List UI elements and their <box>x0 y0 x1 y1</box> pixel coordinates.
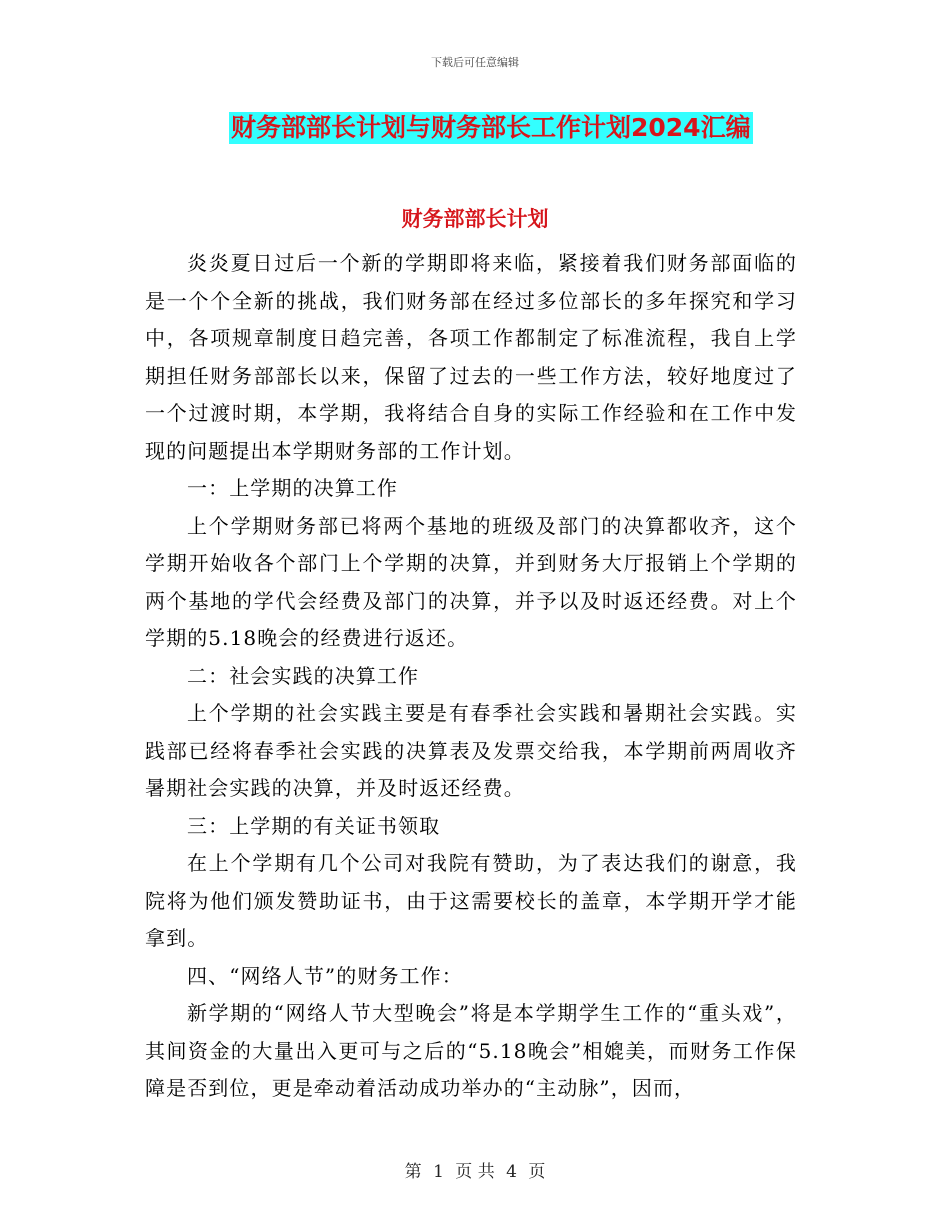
paragraph-3: 在上个学期有几个公司对我院有赞助，为了表达我们的谢意，我院将为他们颁发赞助证书，由于这需要校长的盖章，本学期开学才能拿到。 <box>145 851 797 950</box>
paragraph-4: 新学期的“网络人节大型晚会”将是本学期学生工作的“重头戏”，其间资金的大量出入更可与之后的“5.18晚会”相媲美，而财务工作保障是否到位，更是牵动着活动成功举办的“主动脉”，因而， <box>145 1001 797 1100</box>
footer-label-page: 第 <box>404 1162 422 1182</box>
document-body <box>145 245 797 1108</box>
footer-total-pages: 4 <box>506 1162 517 1182</box>
heading-4: 四、“网络人节”的财务工作： <box>187 963 463 988</box>
footer-label-end: 页 <box>528 1162 546 1182</box>
section-title: 财务部部长计划 <box>401 207 549 231</box>
paragraph-1: 上个学期财务部已将两个基地的班级及部门的决算都收齐，这个学期开始收各个部门上个学期的决算，并到财务大厅报销上个学期的两个基地的学代会经费及部门的决算，并予以及时返还经费。对上个学期的5.18晚会的经费进行返还。 <box>145 513 797 650</box>
heading-1: 一：上学期的决算工作 <box>187 476 398 500</box>
heading-2: 二：社会实践的决算工作 <box>187 663 420 688</box>
footer-label-of: 页 共 <box>455 1162 495 1182</box>
footer-page-number: 1 <box>433 1162 444 1182</box>
document-title: 财务部部长计划与财务部长工作计划2024汇编 <box>231 113 751 142</box>
heading-3: 三：上学期的有关证书领取 <box>187 813 441 838</box>
header-note: 下载后可任意编辑 <box>431 56 519 69</box>
page-footer <box>0 1157 950 1182</box>
paragraph-2: 上个学期的社会实践主要是有春季社会实践和暑期社会实践。实践部已经将春季社会实践的决算表及发票交给我，本学期前两周收齐暑期社会实践的决算，并及时返还经费。 <box>145 701 797 800</box>
paragraph-intro: 炎炎夏日过后一个新的学期即将来临，紧接着我们财务部面临的是一个个全新的挑战，我们财务部在经过多位部长的多年探究和学习中，各项规章制度日趋完善，各项工作都制定了标准流程，我自上学期担任财务部部长以来，保留了过去的一些工作方法，较好地度过了一个过渡时期，本学期，我将结合自身的实际工作经验和在工作中发现的问题提出本学期财务部的工作计划。 <box>145 251 797 463</box>
